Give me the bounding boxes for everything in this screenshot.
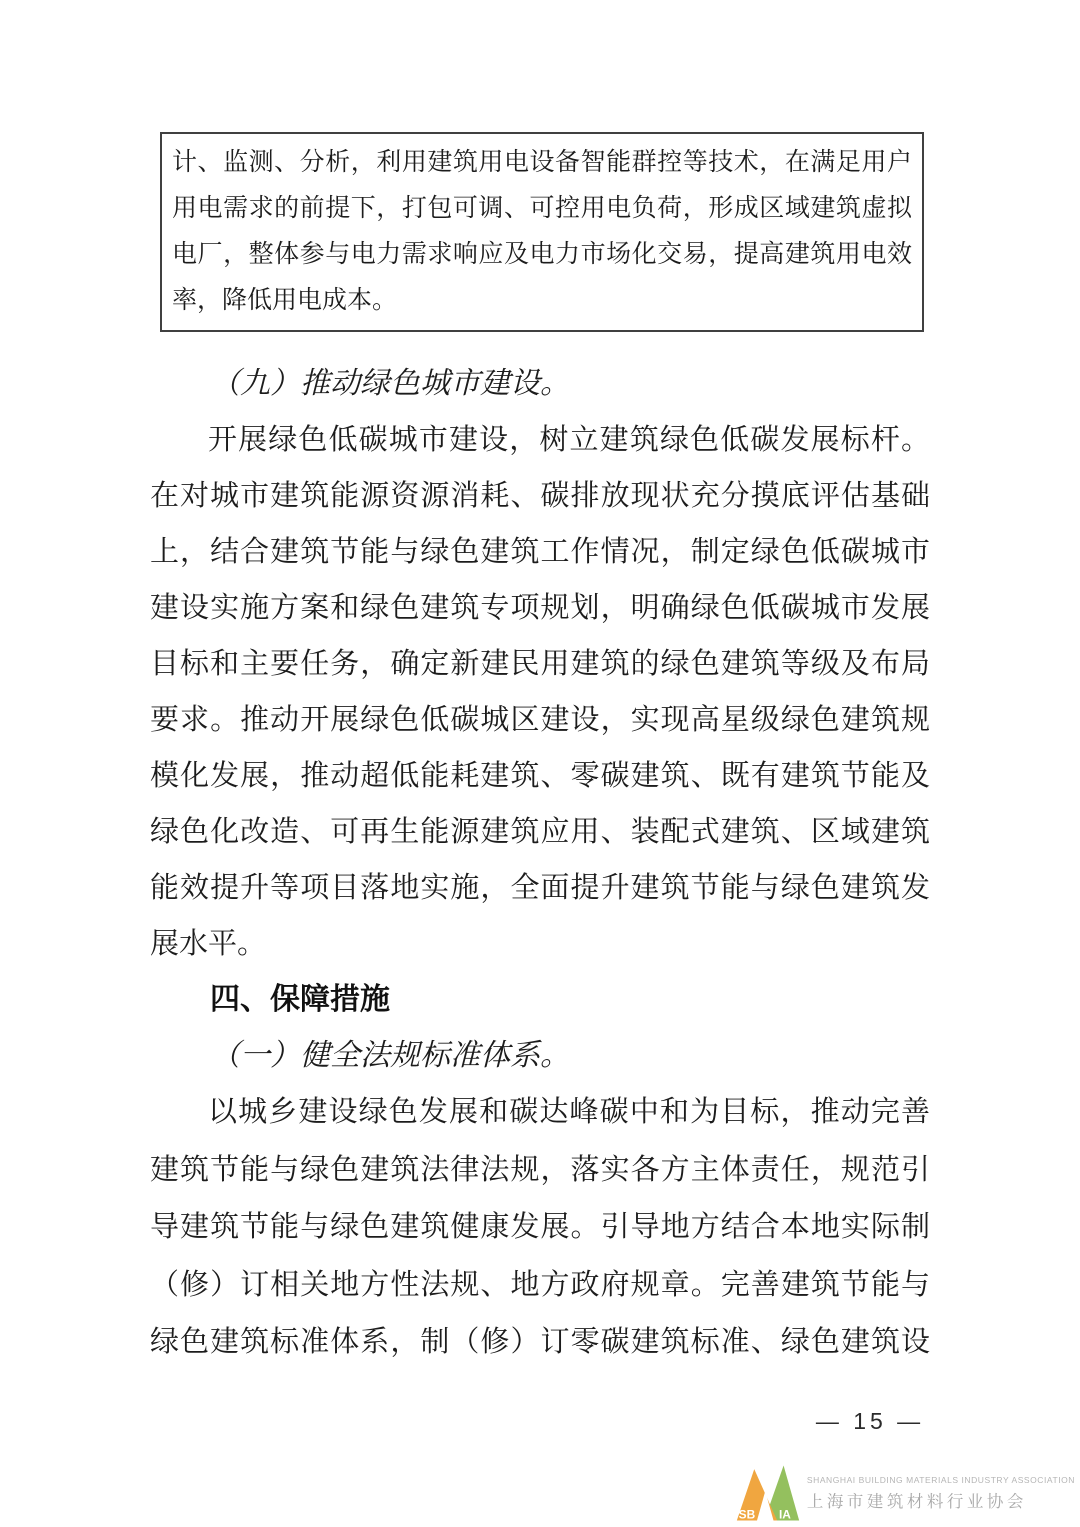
logo-letters-right: IA	[778, 1507, 791, 1522]
document-content	[150, 132, 930, 1372]
text-line: 上，结合建筑节能与绿色建筑工作情况，制定绿色低碳城市	[150, 536, 930, 568]
logo-text-block	[807, 1475, 1075, 1512]
boxed-paragraph	[160, 132, 924, 332]
sbmia-logo-icon	[735, 1462, 801, 1524]
text-line: 开展绿色低碳城市建设，树立建筑绿色低碳发展标杆。	[208, 424, 930, 456]
section-heading-nine: （九）推动绿色城市建设。	[210, 367, 570, 400]
text-line: 绿色化改造、可再生能源建筑应用、装配式建筑、区域建筑	[150, 816, 930, 848]
text-line: 目标和主要任务，确定新建民用建筑的绿色建筑等级及布局	[150, 648, 930, 680]
association-logo	[735, 1462, 1075, 1524]
text-line: 建设实施方案和绿色建筑专项规划，明确绿色低碳城市发展	[150, 592, 930, 624]
page-number: — 15 —	[815, 1408, 925, 1434]
text-line: 绿色建筑标准体系，制（修）订零碳建筑标准、绿色建筑设	[150, 1326, 930, 1358]
text-line: 用电需求的前提下，打包可调、可控用电负荷，形成区域建筑虚拟	[172, 195, 912, 222]
text-line: （修）订相关地方性法规、地方政府规章。完善建筑节能与	[150, 1268, 930, 1301]
section-heading-four: 四、保障措施	[210, 983, 390, 1016]
paragraph-legal-standards	[150, 1084, 930, 1372]
text-line: 计、监测、分析，利用建筑用电设备智能群控等技术，在满足用户	[172, 149, 912, 176]
text-line: 能效提升等项目落地实施，全面提升建筑节能与绿色建筑发	[150, 872, 930, 904]
section-heading-four-one: （一）健全法规标准体系。	[210, 1039, 570, 1072]
logo-letters-left: SB	[738, 1507, 756, 1522]
text-line: 在对城市建筑能源资源消耗、碳排放现状充分摸底评估基础	[150, 480, 930, 512]
text-line: 建筑节能与绿色建筑法律法规，落实各方主体责任，规范引	[150, 1153, 930, 1186]
logo-org-name-en: SHANGHAI BUILDING MATERIALS INDUSTRY ASSOCIATION	[806, 1474, 1075, 1485]
text-line: 要求。推动开展绿色低碳城区建设，实现高星级绿色建筑规	[150, 704, 930, 736]
text-line: 展水平。	[150, 928, 267, 960]
text-line: 电厂，整体参与电力需求响应及电力市场化交易，提高建筑用电效	[172, 241, 912, 268]
text-line: 模化发展，推动超低能耗建筑、零碳建筑、既有建筑节能及	[150, 760, 930, 792]
paragraph-green-city	[150, 412, 930, 972]
text-line: 导建筑节能与绿色建筑健康发展。引导地方结合本地实际制	[150, 1211, 930, 1243]
text-line: 率，降低用电成本。	[172, 287, 398, 314]
logo-org-name-zh: 上海市建筑材料行业协会	[806, 1492, 1027, 1511]
text-line: 以城乡建设绿色发展和碳达峰碳中和为目标，推动完善	[208, 1096, 930, 1128]
